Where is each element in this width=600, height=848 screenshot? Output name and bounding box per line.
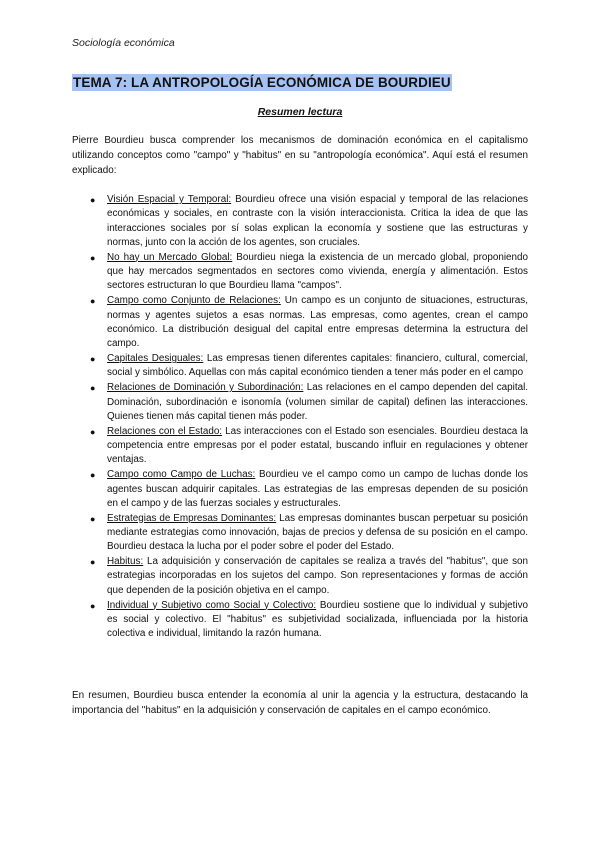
- bullet-icon: ●: [90, 513, 96, 524]
- item-heading: Campo como Campo de Luchas:: [107, 469, 256, 481]
- item-heading: Visión Espacial y Temporal:: [107, 194, 232, 205]
- item-text: Bourdieu niega la existencia de un mercado global, proponiendo que hay mercados segmentados en sectores como vivienda, energía y alimentación. Estos sectores estructuran lo que Bourdieu llama "campos".: [107, 251, 528, 292]
- item-heading: No hay un Mercado Global:: [107, 251, 233, 263]
- item-heading: Capitales Desiguales:: [107, 353, 204, 365]
- list-item: [72, 512, 528, 555]
- bullet-icon: ●: [90, 252, 96, 263]
- bullet-icon: ●: [90, 600, 96, 611]
- item-text: La adquisición y conservación de capitales se realiza a través del "habitus", que son estrategias incorporadas en los sujetos del campo. Son representaciones y formas de acción que dependen de la posición objetiva en el campo.: [107, 556, 528, 596]
- list-item: [72, 193, 528, 250]
- item-heading: Relaciones de Dominación y Subordinación:: [107, 382, 304, 394]
- bullet-icon: ●: [90, 195, 96, 205]
- bullet-icon: ●: [90, 426, 96, 437]
- list-item: [72, 555, 528, 598]
- item-text: Las relaciones en el campo dependen del capital. Dominación, subordinación e isonomía (volumen similar de capital) definen las interacciones. Quienes tienen más capital tienen más poder.: [107, 382, 529, 422]
- list-item: [72, 468, 528, 511]
- title-wrapper: [72, 74, 452, 92]
- summary-list: [72, 193, 528, 642]
- item-heading: Individual y Subjetivo como Social y Colectivo:: [107, 599, 317, 611]
- item-heading: Campo como Conjunto de Relaciones:: [107, 295, 281, 307]
- page-header: Sociología económica: [72, 37, 175, 49]
- item-text: Un campo es un conjunto de situaciones, estructuras, normas y agentes sujetos a esas normas. Las empresas, como agentes, crean el campo económico. La distribución desigual del capital entre empresas determina la estructura del campo.: [107, 295, 528, 350]
- conclusion-paragraph: En resumen, Bourdieu busca entender la economía al unir la agencia y la estructura, destacando la importancia del "habitus" en la adquisición y conservación de capitales en el campo económico.: [72, 690, 528, 716]
- item-text: Las empresas tienen diferentes capitales: financiero, cultural, comercial, social y simbólico. Aquellas con más capital económico tienden a tener más poder en el campo: [107, 353, 528, 379]
- bullet-icon: ●: [90, 296, 96, 307]
- intro-paragraph: Pierre Bourdieu busca comprender los mecanismos de dominación económica en el capitalismo utilizando conceptos como "campo" y "habitus" en su "antropología económica". Aquí está el resumen explicado:: [72, 135, 528, 176]
- list-item: [72, 352, 528, 381]
- bullet-icon: ●: [90, 557, 96, 568]
- item-heading: Estrategias de Empresas Dominantes:: [107, 512, 277, 524]
- list-item: [72, 251, 528, 294]
- subtitle: Resumen lectura: [257, 106, 343, 118]
- list-item: [72, 294, 528, 351]
- bullet-icon: ●: [90, 383, 96, 394]
- list-item: [72, 425, 528, 468]
- bullet-icon: ●: [90, 470, 96, 481]
- item-text: Las interacciones con el Estado son esenciales. Bourdieu destaca la competencia entre empresas por el poder estatal, buscando influir en regulaciones y obtener ventajas.: [107, 425, 528, 466]
- list-item: [72, 381, 528, 424]
- bullet-icon: ●: [90, 354, 96, 365]
- item-heading: Habitus:: [107, 556, 144, 568]
- item-heading: Relaciones con el Estado:: [107, 425, 223, 437]
- item-text: Bourdieu sostiene que lo individual y subjetivo es social y colectivo. El "habitus" es subjetividad socializada, influenciada por la historia colectiva e individual, limitando la razón humana.: [107, 599, 528, 640]
- item-text: Bourdieu ofrece una visión espacial y temporal de las relaciones económicas y sociales, en contraste con la visión interaccionista. Critica la idea de que las interacciones sociales por sí solas explican la economía y sostiene que las estructuras y normas, junto con la acción de los agentes, son cruciales.: [107, 194, 529, 248]
- page-title: TEMA 7: LA ANTROPOLOGÍA ECONÓMICA DE BOURDIEU: [73, 75, 451, 90]
- item-text: Bourdieu ve el campo como un campo de luchas donde los agentes buscan adquirir capitales. Las estrategias de las empresas dependen de su posición en el campo y de las fuerzas sociales y estructurales.: [107, 469, 528, 509]
- item-text: Las empresas dominantes buscan perpetuar su posición mediante estrategias como innovación, bajas de precios y defensa de su posición en el campo. Bourdieu destaca la lucha por el poder sobre el poder del Estado.: [107, 512, 528, 553]
- list-item: [72, 599, 528, 642]
